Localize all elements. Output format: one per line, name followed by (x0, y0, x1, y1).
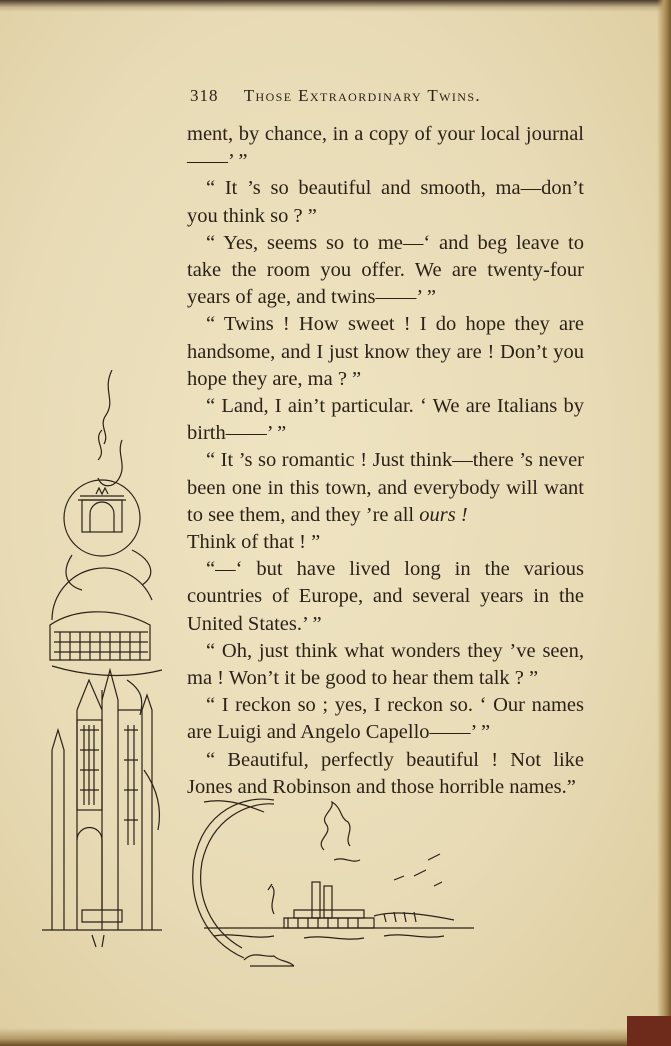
running-head (190, 86, 590, 106)
page-number: 318 (190, 86, 219, 105)
paragraph-text: “ It ’s so romantic ! Just think—there ’s never been one in this town, and everybody will want to see them, and they ’re all (187, 449, 584, 526)
paragraph-tail: Think of that ! ” (187, 531, 321, 554)
page-top-shadow (0, 0, 671, 12)
paragraph: “ Yes, seems so to me—‘ and beg leave to take the room you offer. We are twenty-four years of age, and twins——’ ” (187, 231, 584, 309)
margin-illustration-icon (32, 370, 172, 950)
body-text (187, 121, 584, 801)
emphasis-italic: ours ! (419, 503, 468, 526)
paragraph: “ Beautiful, perfectly beautiful ! Not like Jones and Robinson and those horrible names.” (187, 748, 584, 798)
paragraph: “ Twins ! How sweet ! I do hope they are handsome, and I just know they are ! Don’t you hope they are, ma ? ” (187, 313, 584, 390)
page-bottom-edge (0, 1028, 671, 1046)
running-title: Those Extraordinary Twins. (243, 86, 482, 105)
paragraph: “ Land, I ain’t particular. ‘ We are Italians by birth——’ ” (187, 395, 584, 445)
paragraph (187, 447, 584, 556)
paragraph: “ I reckon so ; yes, I reckon so. ‘ Our names are Luigi and Angelo Capello——’ ” (187, 694, 584, 744)
page-right-edge (657, 0, 671, 1046)
paragraph: “ It ’s so beautiful and smooth, ma—don’t you think so ? ” (187, 177, 584, 227)
riverboat-illustration-icon (184, 790, 484, 980)
paragraph: ment, by chance, in a copy of your local journal——’ ” (187, 123, 584, 173)
binding-cloth-corner (627, 1016, 671, 1046)
paragraph: “ Oh, just think what wonders they ’ve seen, ma ! Won’t it be good to hear them talk ? ” (187, 639, 584, 690)
paragraph: “—‘ but have lived long in the various countries of Europe, and several years in the United States.’ ” (187, 558, 584, 635)
